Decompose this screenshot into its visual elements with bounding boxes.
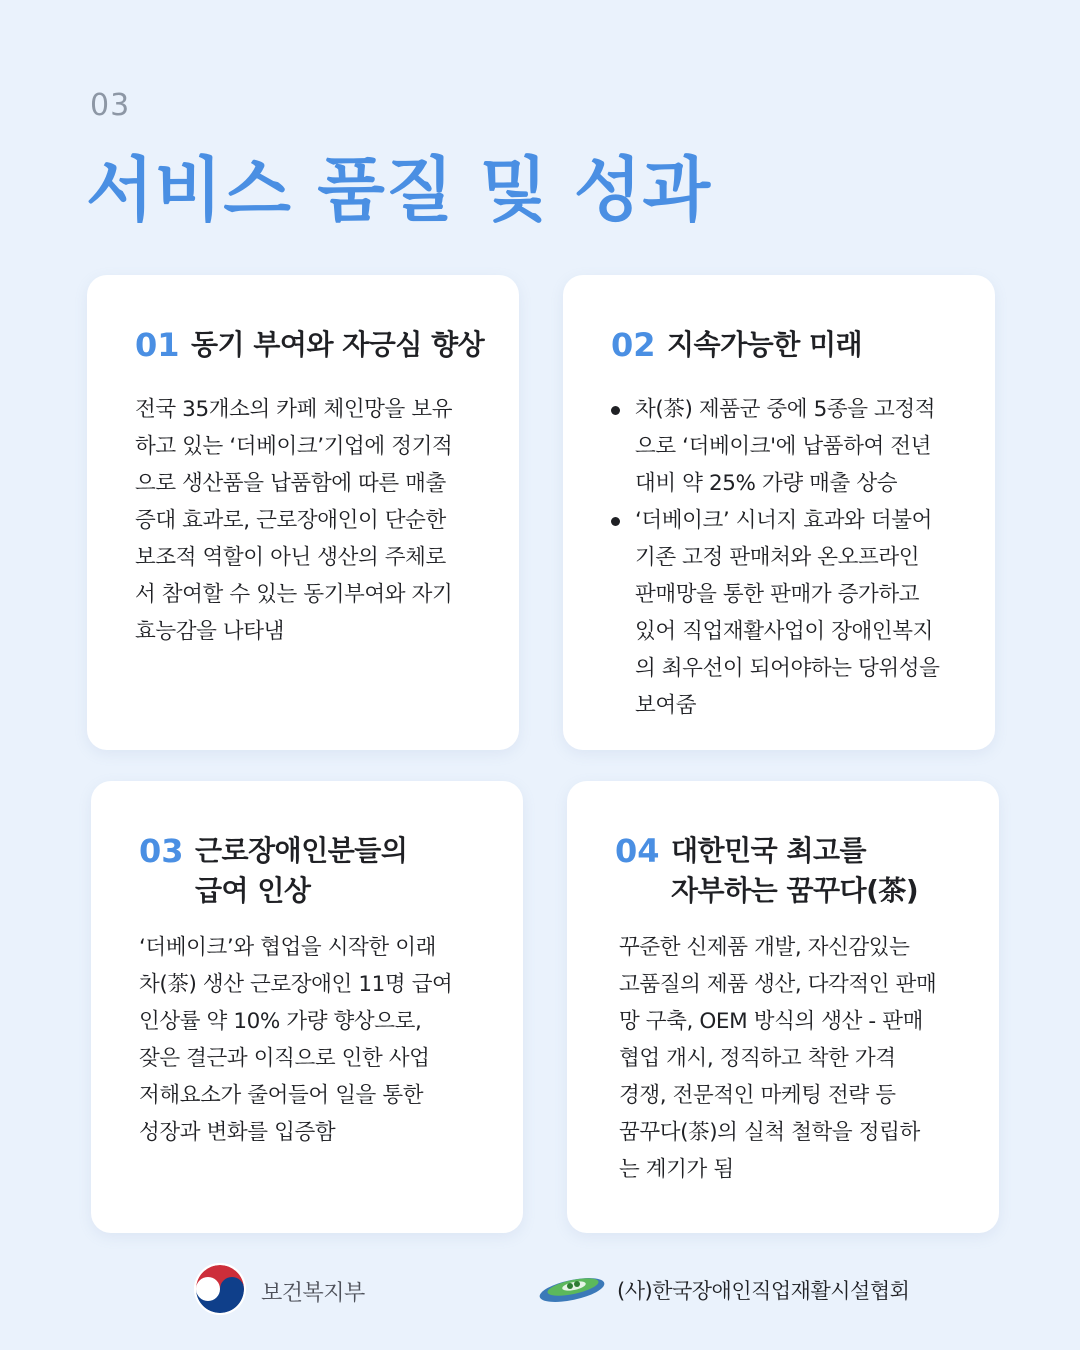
bullet-line: 보여줌 [635, 693, 697, 718]
card-title-line: 근로장애인분들의 [195, 834, 408, 867]
body-line: 저해요소가 줄어들어 일을 통한 [139, 1083, 424, 1108]
section-number: 03 [90, 88, 131, 123]
body-line: 는 계기가 됨 [619, 1157, 734, 1182]
body-line: 서 참여할 수 있는 동기부여와 자기 [135, 582, 453, 607]
card-title [671, 831, 918, 911]
page-title: 서비스 품질 및 성과 [86, 149, 712, 231]
taegeuk-emblem-icon [193, 1262, 247, 1320]
card-title [667, 325, 862, 365]
body-line: 인상률 약 10% 가량 향상으로, [139, 1009, 422, 1034]
bullet-item [609, 391, 975, 502]
bullet-line: 으로 ‘더베이크'에 납품하여 전년 [635, 434, 932, 459]
card-title [191, 325, 484, 365]
body-line: 성장과 변화를 입증함 [139, 1120, 336, 1145]
bullet-line: 대비 약 25% 가량 매출 상승 [635, 471, 898, 496]
body-line: ‘더베이크’와 협업을 시작한 이래 [139, 935, 436, 960]
association-name: (사)한국장애인직업재활시설협회 [617, 1279, 910, 1303]
card-motivation [87, 275, 519, 750]
card-header [135, 325, 503, 365]
body-line: 차(茶) 생산 근로장애인 11명 급여 [139, 972, 453, 997]
card-sustainable-future [563, 275, 995, 750]
body-line: 협업 개시, 정직하고 착한 가격 [619, 1046, 896, 1071]
body-line: 고품질의 제품 생산, 다각적인 판매 [619, 972, 937, 997]
card-header [139, 831, 507, 911]
card-number: 04 [615, 832, 660, 870]
association-logo-icon [537, 1268, 607, 1312]
body-line: 망 구축, OEM 방식의 생산 - 판매 [619, 1009, 923, 1034]
card-title-line: 대한민국 최고를 [671, 834, 867, 867]
body-line: 보조적 역할이 아닌 생산의 주체로 [135, 545, 446, 570]
card-number: 01 [135, 326, 180, 364]
card-wage-increase [91, 781, 523, 1233]
bullet-line: ‘더베이크’ 시너지 효과와 더불어 [635, 508, 932, 533]
card-number: 03 [139, 832, 184, 870]
card-title [195, 831, 407, 911]
body-line: 효능감을 나타냄 [135, 619, 285, 644]
body-line: 하고 있는 ‘더베이크’기업에 정기적 [135, 434, 453, 459]
card-title-line: 자부하는 꿈꾸다(茶) [671, 874, 919, 907]
body-line: 으로 생산품을 납품함에 따른 매출 [135, 471, 446, 496]
bullet-line: 기존 고정 판매처와 온오프라인 [635, 545, 920, 570]
card-body [609, 391, 975, 724]
body-line: 경쟁, 전문적인 마케팅 전략 등 [619, 1083, 896, 1108]
card-body [619, 929, 977, 1188]
card-number: 02 [611, 326, 656, 364]
card-header [615, 831, 983, 911]
bullet-line: 차(茶) 제품군 중에 5종을 고정적 [635, 397, 936, 422]
footer-association [537, 1268, 909, 1312]
card-korea-best [567, 781, 999, 1233]
card-body [139, 929, 493, 1151]
body-line: 꿈꾸다(茶)의 실척 철학을 정립하 [619, 1120, 920, 1145]
bullet-item [609, 502, 975, 724]
card-body [135, 391, 489, 650]
body-line: 증대 효과로, 근로장애인이 단순한 [135, 508, 446, 533]
bullet-line: 의 최우선이 되어야하는 당위성을 [635, 656, 940, 681]
bullet-line: 판매망을 통한 판매가 증가하고 [635, 582, 920, 607]
card-title-line: 급여 인상 [195, 874, 311, 907]
bullet-line: 있어 직업재활사업이 장애인복지 [635, 619, 934, 644]
card-header [611, 325, 979, 365]
body-line: 꾸준한 신제품 개발, 자신감있는 [619, 935, 910, 960]
body-line: 전국 35개소의 카페 체인망을 보유 [135, 397, 453, 422]
bullet-list [609, 391, 975, 724]
card-title-line: 동기 부여와 자긍심 향상 [191, 328, 485, 361]
body-line: 잦은 결근과 이직으로 인한 사업 [139, 1046, 430, 1071]
ministry-name: 보건복지부 [261, 1280, 365, 1306]
card-title-line: 지속가능한 미래 [667, 328, 863, 361]
footer-ministry [193, 1262, 365, 1320]
